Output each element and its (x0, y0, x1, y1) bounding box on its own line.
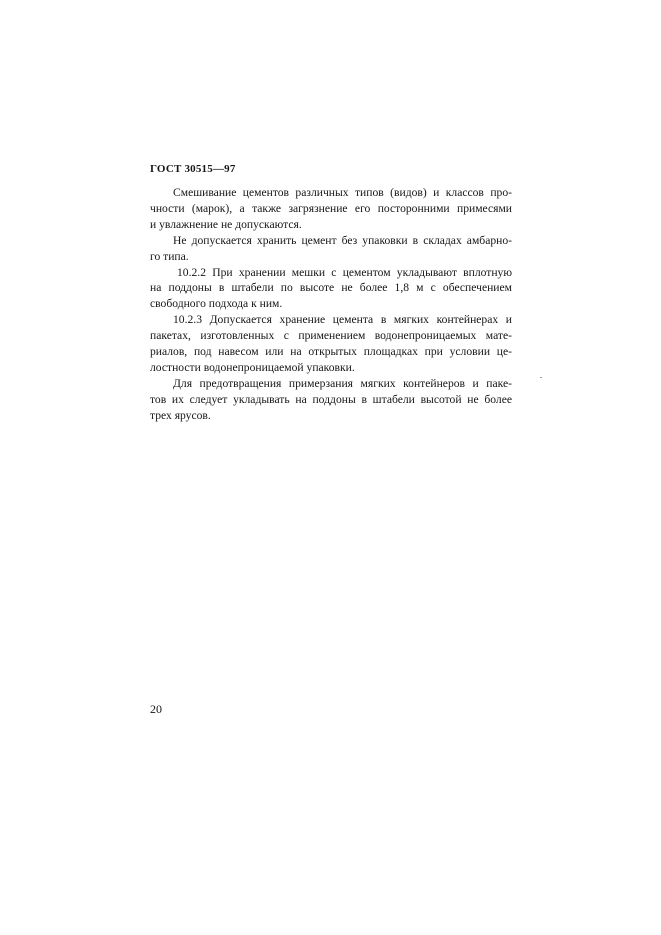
text-line: пакетах, изготовленных с применением водонепроницаемых мате- (150, 329, 512, 343)
paragraph-10-2-3 (150, 312, 512, 376)
text-line: трех ярусов. (150, 408, 211, 422)
scan-speck (540, 377, 542, 378)
document-header-standard-id: ГОСТ 30515—97 (150, 163, 236, 175)
document-body (150, 185, 512, 424)
page-number: 20 (150, 702, 162, 716)
text-line: Для предотвращения примерзания мягких контейнеров и паке- (173, 376, 512, 390)
text-line: го типа. (150, 249, 189, 263)
text-line: лостности водонепроницаемой упаковки. (150, 360, 355, 374)
text-line: Смешивание цементов различных типов (видов) и классов про- (173, 186, 512, 199)
text-line: и увлажнение не допускаются. (150, 217, 302, 231)
text-line: на поддоны в штабели по высоте не более 1,8 м с обеспечением (150, 281, 512, 295)
text-line: Не допускается хранить цемент без упаковки в складах амбарно- (173, 233, 512, 247)
paragraph-10-2-2 (150, 265, 512, 313)
paragraph-storage-without-packaging (150, 233, 512, 265)
text-line: тов их следует укладывать на поддоны в штабели высотой не более (150, 392, 512, 406)
text-line: риалов, под навесом или на открытых площадках при условии це- (150, 345, 512, 359)
text-line: 10.2.3 Допускается хранение цемента в мягких контейнерах и (173, 313, 512, 327)
paragraph-freezing-prevention (150, 376, 512, 424)
paragraph-cement-mixing (150, 185, 512, 233)
text-line: 10.2.2 При хранении мешки с цементом укладывают вплотную (177, 265, 512, 279)
text-line: свободного подхода к ним. (150, 297, 283, 311)
text-line: чности (марок), а также загрязнение его посторонними примесями (150, 201, 512, 215)
